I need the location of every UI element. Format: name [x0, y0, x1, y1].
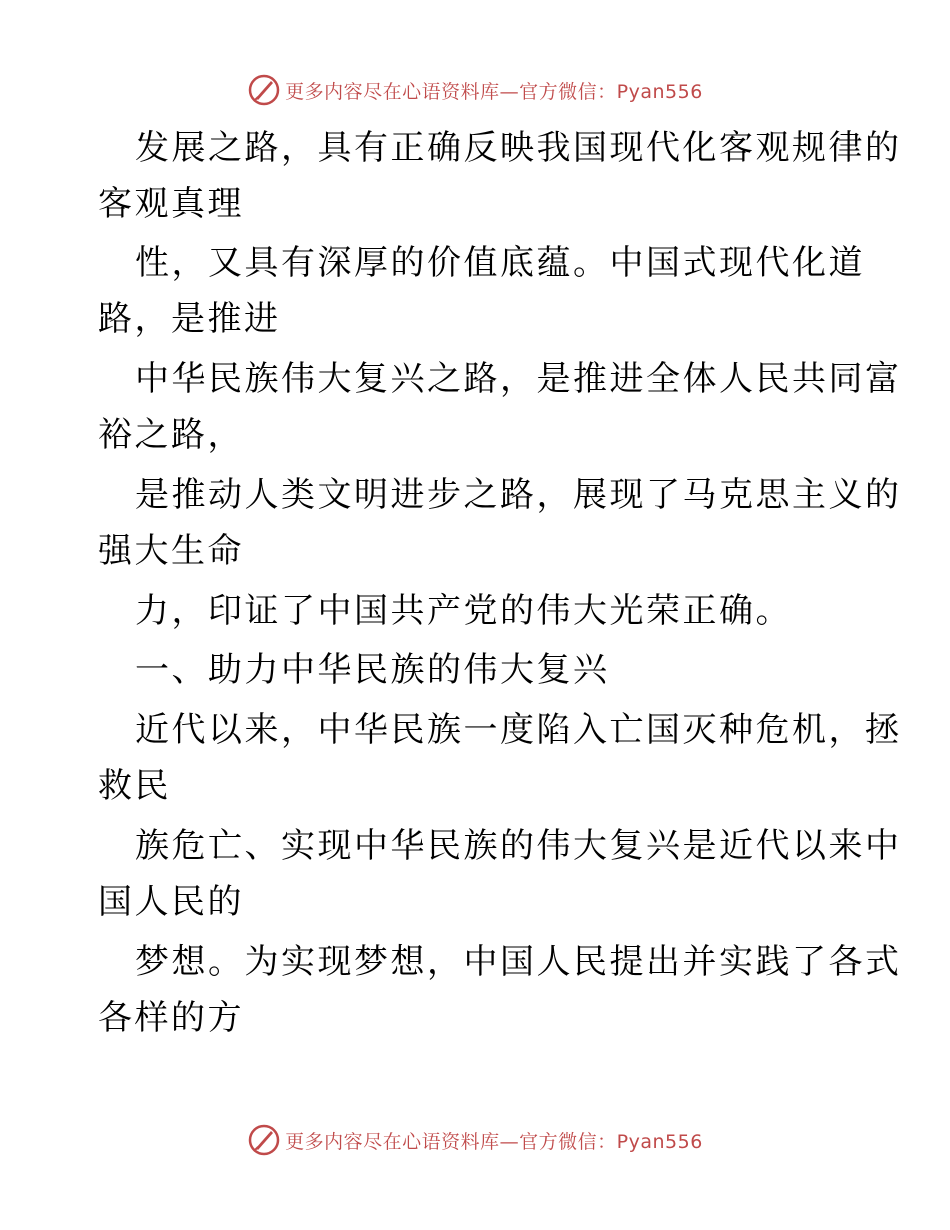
section-heading: 一、助力中华民族的伟大复兴: [135, 650, 610, 690]
body-line: 强大生命: [98, 531, 244, 571]
body-line: 梦想。为实现梦想，中国人民提出并实践了各式: [135, 942, 902, 982]
watermark-wechat-id: Pyan556: [616, 1130, 703, 1153]
body-line: 发展之路，具有正确反映我国现代化客观规律的: [135, 128, 902, 168]
quill-pen-logo-icon: [247, 1123, 281, 1157]
body-line: 是推动人类文明进步之路，展现了马克思主义的: [135, 475, 902, 515]
body-line: 裕之路，: [98, 415, 244, 455]
body-line: 中华民族伟大复兴之路，是推进全体人民共同富: [135, 359, 902, 399]
body-line: 路，是推进: [98, 299, 281, 339]
watermark-wechat-id: Pyan556: [616, 80, 703, 103]
watermark-text-cn: 更多内容尽在心语资料库—官方微信：: [285, 1130, 617, 1153]
footer-watermark: [0, 1120, 950, 1160]
watermark-text-cn: 更多内容尽在心语资料库—官方微信：: [285, 80, 617, 103]
header-watermark: [0, 70, 950, 110]
body-line: 力，印证了中国共产党的伟大光荣正确。: [135, 591, 792, 631]
body-line: 各样的方: [98, 998, 244, 1038]
body-line: 国人民的: [98, 882, 244, 922]
body-line: 族危亡、实现中华民族的伟大复兴是近代以来中: [135, 826, 902, 866]
body-line: 近代以来，中华民族一度陷入亡国灭种危机，拯: [135, 710, 902, 750]
watermark-text: [285, 77, 703, 104]
body-line: 救民: [98, 766, 171, 806]
body-line: 性，又具有深厚的价值底蕴。中国式现代化道: [135, 243, 865, 283]
body-line: 客观真理: [98, 184, 244, 224]
quill-pen-logo-icon: [247, 73, 281, 107]
watermark-text: [285, 1127, 703, 1154]
